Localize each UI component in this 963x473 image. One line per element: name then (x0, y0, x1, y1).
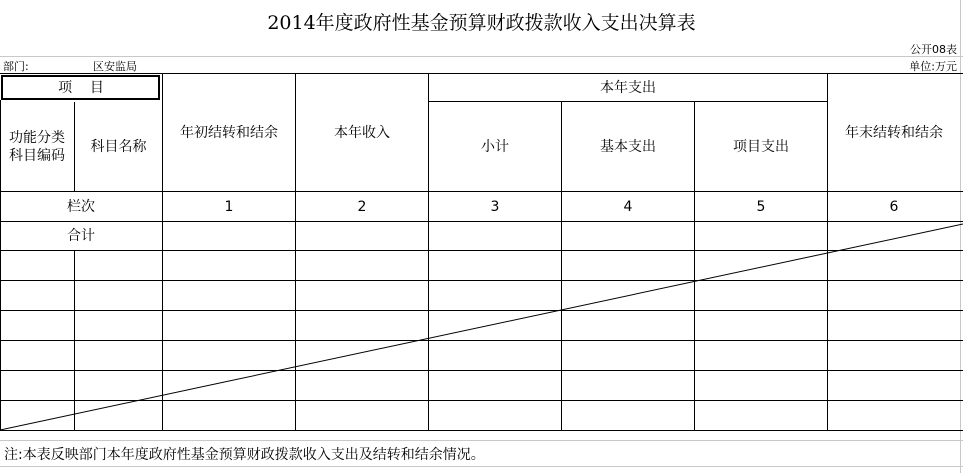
unit-label: 单位:万元 (909, 60, 957, 73)
row-total-label: 合计 (67, 228, 95, 244)
row-column-number-label: 栏次 (67, 198, 95, 215)
header-current-expense-group: 本年支出 (600, 79, 656, 96)
column-number: 2 (357, 198, 367, 215)
form-code: 公开08表 (910, 43, 957, 56)
diagonal-blank-line (0, 224, 963, 430)
header-item: 项 目 (58, 80, 104, 96)
column-number: 4 (623, 198, 633, 215)
column-number: 6 (889, 198, 899, 215)
header-closing-balance: 年末结转和结余 (845, 124, 943, 141)
header-opening-balance: 年初结转和结余 (180, 124, 278, 141)
column-number: 1 (224, 198, 234, 215)
footnote: 注:本表反映部门本年度政府性基金预算财政拨款收入支出及结转和结余情况。 (4, 447, 485, 463)
header-project-expense: 项目支出 (733, 138, 789, 155)
header-subject-name: 科目名称 (90, 138, 147, 155)
department-label: 部门: (3, 60, 29, 73)
header-subtotal: 小计 (481, 138, 509, 155)
column-number: 5 (756, 198, 766, 215)
department-value: 区安监局 (93, 60, 137, 73)
column-number: 3 (490, 198, 500, 215)
page-title: 2014年度政府性基金预算财政拨款收入支出决算表 (267, 12, 696, 34)
header-current-income: 本年收入 (334, 124, 390, 141)
header-func-class-code: 功能分类 科目编码 (9, 129, 65, 164)
header-basic-expense: 基本支出 (600, 138, 656, 155)
